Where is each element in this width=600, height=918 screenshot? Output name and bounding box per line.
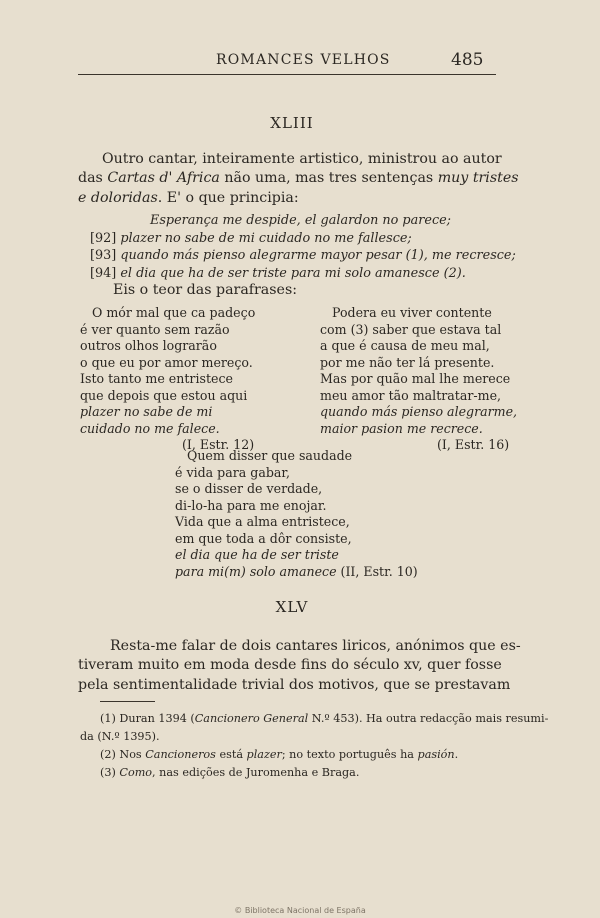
- intro-line-3: e doloridas. E' o que principia:: [78, 189, 299, 206]
- right-stanza-line: Mas por quão mal lhe merece: [320, 371, 511, 386]
- quote-line-4: [94] el dia que ha de ser triste para mi solo amanesce (2).: [90, 265, 466, 281]
- left-stanza-line: cuidado no me falece.: [80, 420, 220, 436]
- section-heading-xliii: XLIII: [270, 114, 314, 132]
- left-stanza-citation: (I, Estr. 12): [182, 437, 255, 452]
- left-stanza-line: Isto tanto me entristece: [80, 371, 233, 386]
- intro-paragraph-cont: [78, 169, 519, 208]
- quote-line-2: [92] plazer no sabe de mi cuidado no me fallesce;: [90, 230, 412, 246]
- right-stanza-line: meu amor tão maltratar-me,: [320, 387, 502, 403]
- page-number: 485: [451, 50, 484, 70]
- library-watermark: © Biblioteca Nacional de España: [234, 906, 366, 915]
- right-stanza-line: com (3) saber que estava tal: [320, 321, 502, 337]
- footnotes: [80, 710, 548, 782]
- center-stanza: [175, 448, 418, 580]
- closing-line-3: pela sentimentalidade trivial dos motivos, que se prestavam: [78, 676, 511, 693]
- left-stanza-line: é ver quanto sem razão: [80, 321, 230, 337]
- right-stanza-citation: (I, Estr. 16): [437, 437, 510, 452]
- left-stanza-line: o que eu por amor mereço.: [80, 354, 253, 370]
- quoted-cantar: [90, 212, 516, 282]
- closing-line-2: tiveram muito em moda desde fins do século xv, quer fosse: [78, 657, 502, 673]
- footnote-1-cont: da (N.º 1395).: [80, 730, 160, 743]
- closing-line-1: Resta-me falar de dois cantares liricos, anónimos que es-: [110, 638, 521, 654]
- quote-line-3: [93] quando más pienso alegrarme mayor pesar (1), me recresce;: [90, 248, 516, 263]
- left-stanza-line: outros olhos lograrão: [80, 338, 217, 353]
- right-stanza-line: Podera eu viver contente: [332, 305, 492, 320]
- center-stanza-line: em que toda a dôr consiste,: [175, 530, 352, 546]
- quote-line-1: Esperança me despide, el galardon no parece;: [150, 213, 451, 228]
- footnote-3: (3) Como, nas edições de Juromenha e Braga.: [100, 766, 360, 779]
- section-heading-xlv: XLV: [275, 598, 309, 616]
- footnote-1: (1) Duran 1394 (Cancionero General N.º 453). Ha outra redacção mais resumi-: [100, 712, 549, 725]
- intro-line-2: das Cartas d' Africa não uma, mas tres sentenças muy tristes: [78, 170, 519, 186]
- running-title: ROMANCES VELHOS: [216, 52, 391, 68]
- center-stanza-line: di-lo-ha para me enojar.: [175, 497, 327, 513]
- center-stanza-line: é vida para gabar,: [175, 464, 291, 480]
- center-stanza-last-line: para mi(m) solo amanece (II, Estr. 10): [175, 563, 418, 579]
- right-stanza-line: maior pasion me recrece.: [320, 420, 483, 436]
- right-stanza-line: quando más pienso alegrarme,: [320, 404, 518, 419]
- intro-paragraph: [102, 150, 502, 170]
- center-stanza-line: se o disser de verdade,: [175, 481, 323, 496]
- footnote-2: (2) Nos Cancioneros está plazer; no texto português ha pasión.: [100, 748, 459, 761]
- intro-line-1: Outro cantar, inteiramente artistico, ministrou ao autor: [102, 151, 502, 167]
- left-stanza-line: plazer no sabe de mi: [80, 404, 213, 419]
- left-stanza-line: O mór mal que ca padeço: [92, 305, 256, 320]
- center-stanza-line: el dia que ha de ser triste: [175, 547, 339, 562]
- header-rule: [78, 74, 496, 75]
- closing-paragraph-cont: [78, 656, 510, 695]
- left-stanza-line: que depois que estou aqui: [80, 387, 248, 403]
- closing-paragraph: [110, 637, 521, 657]
- footnote-rule: [100, 701, 155, 702]
- right-stanza: [320, 305, 517, 454]
- left-stanza: [80, 305, 255, 454]
- paraphrases-intro: Eis o teor das parafrases:: [113, 282, 298, 298]
- right-stanza-line: por me não ter lá presente.: [320, 354, 495, 370]
- center-stanza-line: Quem disser que saudade: [187, 448, 353, 463]
- right-stanza-line: a que é causa de meu mal,: [320, 338, 490, 353]
- center-stanza-line: Vida que a alma entristece,: [175, 514, 350, 529]
